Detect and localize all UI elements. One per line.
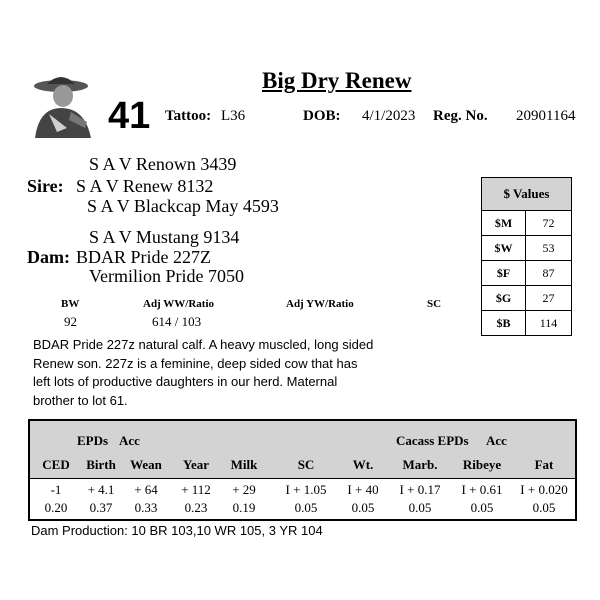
dollar-value-val: 72 — [542, 215, 555, 230]
tattoo-value: L36 — [221, 108, 246, 124]
ww-value: 614 / 103 — [152, 314, 202, 329]
sc-label: SC — [427, 298, 442, 310]
dollar-value-val: 87 — [542, 265, 555, 280]
epd-value-wean: + 64 — [134, 482, 158, 497]
epd-col-header-fat: Fat — [534, 457, 554, 472]
epd-col-header-birth: Birth — [86, 457, 116, 472]
dollar-value-val: 114 — [539, 315, 558, 330]
dollar-values-title: $ Values — [482, 178, 571, 211]
dollar-value-row — [482, 286, 571, 311]
epd-acc-sc: 0.05 — [294, 500, 318, 515]
epd-col-header-wt: Wt. — [352, 457, 374, 472]
epd-acc-wean: 0.33 — [134, 500, 158, 515]
dollar-values-table — [481, 177, 572, 336]
epd-acc-ced: 0.20 — [44, 500, 68, 515]
dollar-value-key: $F — [482, 261, 526, 285]
carcass-epds-group-label: Cacass EPDs — [396, 433, 469, 448]
dollar-value-val: 27 — [542, 290, 555, 305]
dob-value: 4/1/2023 — [362, 108, 416, 124]
cowboy-logo — [27, 68, 97, 138]
dollar-value-row — [482, 236, 571, 261]
dam-sire: S A V Mustang 9134 — [89, 227, 240, 247]
dollar-value-row — [482, 311, 571, 335]
animal-name: Big Dry Renew — [262, 68, 412, 93]
carcass-acc-label: Acc — [486, 433, 507, 448]
dollar-value-key: $B — [482, 311, 526, 335]
epd-col-header-wean: Wean — [130, 457, 162, 472]
bw-label: BW — [61, 298, 80, 310]
dollar-value-key: $M — [482, 211, 526, 235]
epd-value-ced: -1 — [50, 482, 62, 497]
epd-value-fat: I + 0.020 — [520, 482, 568, 497]
dam-label: Dam: — [27, 247, 70, 267]
epd-acc-marb: 0.05 — [408, 500, 432, 515]
epd-value-sc: I + 1.05 — [285, 482, 327, 497]
dob-label: DOB: — [303, 108, 341, 124]
epd-col-header-year: Year — [183, 457, 209, 472]
epds-acc-label: Acc — [119, 433, 140, 448]
epd-acc-ribeye: 0.05 — [470, 500, 494, 515]
dollar-value-key: $G — [482, 286, 526, 310]
dollar-value-row — [482, 211, 571, 236]
epd-value-milk: + 29 — [232, 482, 256, 497]
tattoo-label: Tattoo: — [165, 108, 212, 124]
epd-value-ribeye: I + 0.61 — [461, 482, 503, 497]
dollar-value-val: 53 — [542, 240, 555, 255]
dam-name: BDAR Pride 227Z — [76, 247, 211, 267]
epd-acc-fat: 0.05 — [532, 500, 556, 515]
epd-acc-year: 0.23 — [184, 500, 208, 515]
sire-label: Sire: — [27, 176, 64, 196]
epd-col-header-ribeye: Ribeye — [462, 457, 502, 472]
dollar-value-key: $W — [482, 236, 526, 260]
epd-value-marb: I + 0.17 — [399, 482, 441, 497]
dam-production: Dam Production: 10 BR 103,10 WR 105, 3 YR 104 — [31, 523, 323, 538]
epd-value-year: + 112 — [181, 482, 211, 497]
epd-col-header-ced: CED — [42, 457, 70, 472]
epd-acc-milk: 0.19 — [232, 500, 256, 515]
epd-value-wt: I + 40 — [347, 482, 379, 497]
sire-dam: S A V Blackcap May 4593 — [87, 196, 279, 216]
epd-table — [28, 419, 577, 521]
bw-value: 92 — [64, 314, 77, 329]
dam-dam: Vermilion Pride 7050 — [89, 266, 244, 286]
description: BDAR Pride 227z natural calf. A heavy muscled, long sided Renew son. 227z is a feminine, deep sided cow that has left lots of productive daughters in our herd. Maternal brother to lot 61. — [33, 337, 374, 408]
dollar-value-row — [482, 261, 571, 286]
epd-value-birth: + 4.1 — [87, 482, 115, 497]
lot-number: 41 — [108, 95, 151, 137]
sire-sire: S A V Renown 3439 — [89, 154, 237, 174]
epd-col-header-sc: SC — [297, 457, 315, 472]
reg-value: 20901164 — [516, 108, 576, 124]
epd-col-header-milk: Milk — [230, 457, 258, 472]
yw-label: Adj YW/Ratio — [286, 298, 354, 310]
epds-group-label: EPDs — [77, 433, 109, 448]
sire-name: S A V Renew 8132 — [76, 176, 214, 196]
reg-label: Reg. No. — [433, 108, 488, 124]
ww-label: Adj WW/Ratio — [143, 298, 214, 310]
epd-acc-wt: 0.05 — [351, 500, 375, 515]
epd-col-header-marb: Marb. — [402, 457, 438, 472]
epd-acc-birth: 0.37 — [89, 500, 113, 515]
